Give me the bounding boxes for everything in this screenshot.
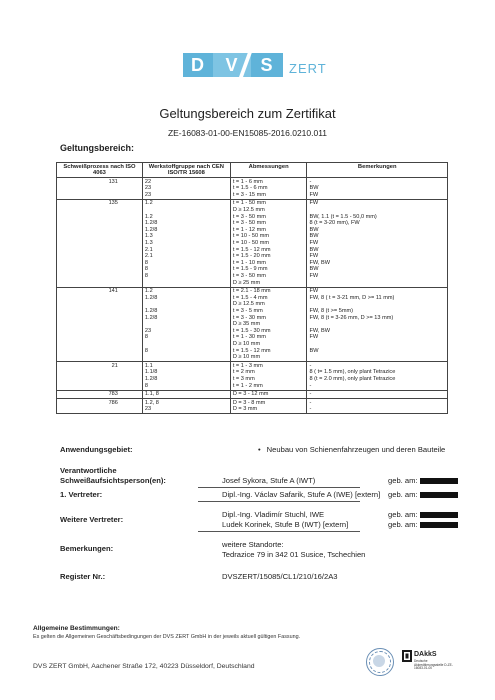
document-title: Geltungsbereich zum Zertifikat (159, 106, 336, 121)
table-cell-dims (230, 178, 307, 200)
dakks-logo-icon (402, 650, 412, 662)
cell-line: D ≥ 10 mm (232, 354, 261, 361)
first-representative-value: Dipl.-Ing. Václav Safarik, Stufe A (IWE) [extern] (222, 490, 381, 499)
cell-line: t = 3 - 5 mm (232, 307, 263, 314)
table-row (57, 287, 448, 362)
table-cell-group (142, 178, 230, 200)
cell-line: t = 1.5 - 4 mm (232, 294, 268, 301)
table-cell-process (57, 399, 143, 414)
header-material-group: Werkstoffgruppe nach CEN ISO/TR 15608 (142, 163, 230, 178)
cell-line: t = 3 - 15 mm (232, 191, 266, 198)
table-cell-remarks (307, 178, 448, 200)
cell-line: 1.3 (144, 240, 153, 247)
cell-line: D ≥ 25 mm (232, 279, 261, 286)
cell-line: t = 3 - 50 mm (232, 213, 266, 220)
table-header-row (57, 163, 448, 178)
cell-line: 1.2 (144, 200, 153, 207)
cell-line: t = 1.5 - 6 mm (232, 185, 268, 192)
table-cell-remarks (307, 287, 448, 362)
cell-line: 1.2/8 (144, 220, 158, 227)
cell-line: 135 (108, 200, 118, 207)
application-value: • Neubau von Schienenfahrzeugen und deren Bauteile (258, 445, 445, 455)
register-value: DVSZERT/15085/CL1/210/16/2A3 (222, 572, 338, 581)
cell-line: - (309, 178, 312, 185)
remarks-label: Bemerkungen: (60, 544, 114, 553)
header-remarks: Bemerkungen (307, 163, 448, 178)
underline (198, 487, 360, 488)
header-process: Schweißprozess nach ISO 4063 (57, 163, 143, 178)
cell-line: FW, 8 (t >= 5mm) (309, 307, 353, 314)
cell-line: 2.1 (144, 246, 153, 253)
cell-line: 1.1, 8 (144, 391, 159, 398)
table-row (57, 199, 448, 287)
application-label: Anwendungsgebiet: (60, 445, 133, 454)
cell-line: 23 (144, 406, 152, 413)
cell-line: 783 (108, 391, 118, 398)
cell-line: t = 1 - 2 mm (232, 382, 263, 389)
cell-line (145, 280, 228, 287)
seal-emblem (373, 655, 385, 667)
logo-zert-text: ZERT (289, 61, 327, 76)
table-cell-dims (230, 199, 307, 287)
cell-line: t = 3 - 30 mm (232, 314, 266, 321)
table-row (57, 178, 448, 200)
further-representative-1: Dipl.-Ing. Vladimír Stuchl, IWE (222, 510, 325, 519)
cell-line: FW (309, 273, 319, 279)
table-cell-group (142, 199, 230, 287)
cell-line: D = 3 - 8 mm (232, 399, 266, 406)
table-cell-group (142, 287, 230, 362)
cell-line: t = 3 - 50 mm (232, 273, 266, 279)
cell-line (145, 321, 228, 328)
cell-line: FW, BW (309, 327, 330, 334)
cell-line (145, 207, 228, 214)
cell-line (309, 301, 445, 308)
cell-line: 22 (144, 178, 152, 185)
cell-line: BW, 1.1 (t = 1.5 - 50,0 mm) (309, 213, 377, 220)
cell-line: 1.2/8 (144, 314, 158, 321)
cell-line: 1.1 (144, 362, 153, 369)
cell-line: FW (309, 334, 319, 341)
table-body (57, 178, 448, 414)
table-cell-process (57, 199, 143, 287)
cell-line: 23 (144, 185, 152, 192)
general-terms-title: Allgemeine Bestimmungen: (33, 625, 120, 632)
cell-line: t = 2.1 - 18 mm (232, 288, 271, 295)
responsible-label-line1: Verantwortliche (60, 466, 117, 475)
cell-line: D ≥ 35 mm (232, 321, 261, 328)
further-representative-2-birthdate: geb. am: (388, 520, 458, 530)
cell-line: t = 1.5 - 9 mm (232, 266, 268, 273)
cell-line: t = 1 - 12 mm (232, 226, 266, 233)
cell-line: 1.2 (144, 213, 153, 220)
cell-line: FW (309, 240, 319, 247)
cell-line: FW, BW (309, 259, 330, 266)
cell-line: BW (309, 266, 319, 273)
cell-line: t = 10 - 50 mm (232, 233, 270, 240)
table-cell-process (57, 287, 143, 362)
cell-line: BW (309, 347, 319, 354)
table-cell-group (142, 399, 230, 414)
cell-line: t = 3 - 50 mm (232, 220, 266, 227)
table-cell-remarks (307, 399, 448, 414)
cell-line: - (309, 362, 312, 369)
cell-line: FW, 8 (t = 3-26 mm, D >= 13 mm) (309, 314, 394, 321)
cell-line: 1.1/8 (144, 369, 158, 376)
cell-line (309, 280, 445, 287)
cell-line (309, 341, 445, 348)
logo-letter-d: D (183, 53, 213, 77)
cell-line: 1.2/8 (144, 294, 158, 301)
cell-line: t = 1 - 50 mm (232, 200, 266, 207)
table-cell-remarks (307, 390, 448, 399)
cell-line: BW (309, 226, 319, 233)
dvs-zert-logo (183, 53, 333, 85)
cell-line: t = 1.5 - 30 mm (232, 327, 271, 334)
table-cell-dims (230, 362, 307, 390)
further-representative-1-birthdate: geb. am: (388, 510, 458, 520)
table-row (57, 399, 448, 414)
register-label: Register Nr.: (60, 572, 106, 581)
underline (198, 501, 360, 502)
further-representatives-label: Weitere Vertreter: (60, 515, 124, 524)
cell-line: - (309, 391, 312, 398)
cell-line: FW, 8 ( t = 3-21 mm, D >= 11 mm) (309, 294, 395, 301)
cell-line: 1.2/8 (144, 375, 158, 382)
cell-line: FW (309, 253, 319, 260)
responsible-label-line2: Schweißaufsichtsperson(en): (60, 476, 166, 485)
cell-line: 1.2, 8 (144, 399, 159, 406)
dakks-label: DAkkS (414, 651, 437, 658)
cell-line: t = 10 - 50 mm (232, 240, 270, 247)
cell-line: t = 1 - 6 mm (232, 178, 263, 185)
cell-line (145, 301, 228, 308)
cell-line: 8 (144, 334, 149, 341)
table-cell-dims (230, 399, 307, 414)
cell-line: 8 (t = 2.0 mm), only plant Tetrazice (309, 375, 396, 382)
cell-line (309, 354, 445, 361)
cell-line: 8 (144, 266, 149, 273)
cell-line: 1.2 (144, 288, 153, 295)
first-representative-label: 1. Vertreter: (60, 490, 103, 499)
cell-line: t = 3 mm (232, 375, 255, 382)
table-cell-remarks (307, 199, 448, 287)
cell-line: D = 3 mm (232, 406, 258, 413)
scope-heading: Geltungsbereich: (60, 143, 135, 153)
cell-line: 1.2/8 (144, 226, 158, 233)
cell-line: 141 (108, 288, 118, 295)
dakks-subtext: Deutsche Akkreditierungsstelle D-ZE-16083-01-00 (414, 659, 453, 671)
table-row (57, 362, 448, 390)
responsible-value: Josef Sykora, Stufe A (IWT) (222, 476, 316, 485)
cell-line: t = 1.5 - 20 mm (232, 253, 271, 260)
cell-line: D = 3 - 12 mm (232, 391, 269, 398)
certificate-number: ZE-16083-01-00-EN15085-2016.0210.011 (167, 128, 328, 138)
redaction-block (420, 478, 458, 484)
redaction-block (420, 492, 458, 498)
cell-line: 2.1 (144, 253, 153, 260)
cell-line: BW (309, 185, 319, 192)
underline (198, 531, 360, 532)
cell-line (145, 354, 228, 361)
scope-table (56, 162, 448, 414)
company-address: DVS ZERT GmbH, Aachener Straße 172, 40223 Düsseldorf, Deutschland (33, 663, 255, 670)
redaction-block (420, 512, 458, 518)
cell-line (309, 321, 445, 328)
cell-line: FW (309, 288, 319, 295)
cell-line: D ≥ 12.5 mm (232, 301, 265, 308)
general-terms-text: Es gelten die Allgemeinen Geschäftsbedingungen der DVS ZERT GmbH in der jeweils aktuell gültigen Fassung. (33, 634, 301, 640)
cell-line: t = 1 - 30 mm (232, 334, 266, 341)
table-cell-process (57, 178, 143, 200)
cell-line: BW (309, 246, 319, 253)
cell-line: 131 (108, 178, 118, 185)
first-representative-birthdate: geb. am: (388, 490, 458, 500)
cell-line: 8 (144, 259, 149, 266)
remarks-value-line2: Tedrazice 79 in 342 01 Susice, Tschechien (222, 550, 366, 559)
cell-line: t = 1 - 10 mm (232, 259, 266, 266)
cell-line: 8 (144, 347, 149, 354)
cell-line: 21 (111, 362, 118, 369)
header-dimensions: Abmessungen (230, 163, 307, 178)
cell-line: t = 1.5 - 12 mm (232, 347, 271, 354)
responsible-birthdate: geb. am: (388, 476, 458, 486)
cell-line: 786 (108, 399, 118, 406)
cell-line: 1.3 (144, 233, 153, 240)
table-cell-dims (230, 390, 307, 399)
cell-line: BW (309, 233, 319, 240)
remarks-value-line1: weitere Standorte: (222, 540, 284, 549)
cell-line: - (309, 399, 312, 406)
table-cell-group (142, 362, 230, 390)
table-cell-remarks (307, 362, 448, 390)
cell-line: D ≥ 12.5 mm (232, 207, 265, 214)
cell-line (309, 207, 445, 214)
table-cell-process (57, 362, 143, 390)
cell-line: 8 (144, 382, 149, 389)
cell-line: FW (309, 200, 319, 207)
cell-line (145, 341, 228, 348)
logo-letter-v: V (213, 53, 251, 77)
logo-letter-s: S (251, 53, 283, 77)
cell-line: D ≥ 10 mm (232, 340, 261, 347)
table-cell-process (57, 390, 143, 399)
cell-line: t = 1.5 - 12 mm (232, 246, 271, 253)
cell-line: - (309, 382, 312, 389)
cell-line: 23 (144, 191, 152, 198)
cell-line: 8 (144, 273, 149, 279)
redaction-block (420, 522, 458, 528)
cell-line: FW (309, 191, 319, 198)
cell-line: 1.2/8 (144, 307, 158, 314)
cell-line: 8 ( t= 1.5 mm), only plant Tetrazice (309, 369, 396, 376)
further-representative-2: Ludek Korinek, Stufe B (IWT) [extern] (222, 520, 349, 529)
table-row (57, 390, 448, 399)
cell-line: t = 1 - 3 mm (232, 362, 263, 369)
cell-line: 23 (144, 327, 152, 334)
cell-line: 8 (t = 3-20 mm), FW (309, 220, 360, 227)
cell-line: t = 2 mm (232, 369, 255, 376)
table-cell-group (142, 390, 230, 399)
cell-line: - (309, 406, 312, 413)
table-cell-dims (230, 287, 307, 362)
